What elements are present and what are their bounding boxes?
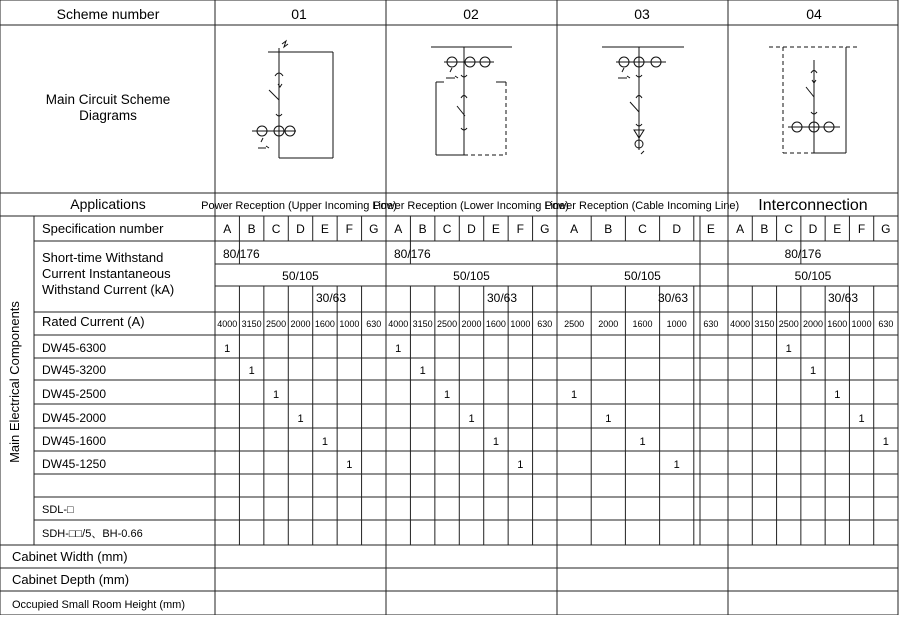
rated-current-value: 1600 — [632, 319, 653, 329]
withstand-50-105: 50/105 — [624, 269, 661, 283]
circuit-diagram-03 — [602, 47, 684, 154]
withstand-30-63: 30/63 — [827, 291, 859, 305]
rated-current-value: 2500 — [266, 319, 287, 329]
spec-letter: A — [736, 222, 745, 236]
rated-current-value: 4000 — [388, 319, 409, 329]
spec-letter: D — [467, 222, 476, 236]
spec-letter: E — [320, 222, 329, 236]
scheme-number-label: Scheme number — [56, 6, 160, 22]
component-label: DW45-2500 — [42, 387, 107, 401]
spec-letter: B — [418, 222, 427, 236]
sdh-label: SDH-□□/5、BH-0.66 — [42, 528, 143, 540]
applications-label: Applications — [70, 196, 146, 212]
spec-letter: B — [247, 222, 256, 236]
circuit-diagram-04 — [769, 47, 859, 153]
spec-letter: C — [442, 222, 452, 236]
spec-letter: C — [784, 222, 794, 236]
spec-letter: G — [881, 222, 891, 236]
rated-current-value: 630 — [537, 319, 553, 329]
rated-current-value: 1600 — [485, 319, 506, 329]
component-qty: 1 — [419, 365, 426, 377]
rated-current-value: 2000 — [290, 319, 311, 329]
withstand-50-105: 50/105 — [794, 269, 832, 283]
cabinet-depth-label: Cabinet Depth (mm) — [12, 572, 130, 587]
circuit-diagram-01 — [252, 41, 333, 158]
spec-letter: D — [672, 222, 682, 236]
spec-letter: F — [345, 222, 354, 236]
rated-current-value: 1600 — [827, 319, 848, 329]
component-label: DW45-1600 — [42, 434, 107, 448]
withstand-50-105: 50/105 — [453, 269, 490, 283]
withstand-label: Short-time Withstand Current Instantaneous Withstand Current (kA) — [42, 250, 175, 297]
rated-current-value: 4000 — [217, 319, 238, 329]
application-04: Interconnection — [758, 197, 868, 214]
component-qty: 1 — [605, 413, 612, 425]
rated-current-value: 4000 — [730, 319, 751, 329]
rated-current-value: 630 — [878, 319, 894, 329]
spec-letter: D — [808, 222, 818, 236]
rated-current-label: Rated Current (A) — [42, 314, 145, 329]
component-qty: 1 — [395, 343, 402, 355]
withstand-80-176: 80/176 — [223, 247, 260, 261]
application-01: Power Reception (Upper Incoming Line) — [201, 200, 397, 212]
spec-letter: A — [223, 222, 232, 236]
scheme-04: 04 — [806, 6, 822, 22]
rated-current-value: 1600 — [314, 319, 335, 329]
spec-letter: E — [833, 222, 842, 236]
withstand-30-63: 30/63 — [486, 291, 518, 305]
component-qty: 1 — [834, 389, 841, 401]
sdl-label: SDL-□ — [42, 504, 74, 516]
component-qty: 1 — [248, 365, 255, 377]
component-qty: 1 — [224, 343, 231, 355]
spec-letter: A — [570, 222, 579, 236]
component-label: DW45-2000 — [42, 411, 107, 425]
spec-letter: F — [516, 222, 525, 236]
scheme-02: 02 — [463, 6, 479, 22]
component-qty: 1 — [444, 389, 451, 401]
component-qty: 1 — [858, 413, 865, 425]
component-qty: 1 — [492, 436, 499, 448]
component-qty: 1 — [571, 389, 578, 401]
rated-current-value: 630 — [703, 319, 719, 329]
component-qty: 1 — [346, 459, 353, 471]
withstand-30-63: 30/63 — [315, 291, 347, 305]
rated-current-value: 1000 — [339, 319, 360, 329]
spec-letter: B — [604, 222, 613, 236]
spec-letter: C — [638, 222, 647, 236]
rated-current-value: 2500 — [778, 319, 799, 329]
component-qty: 1 — [297, 413, 304, 425]
spec-letter: D — [296, 222, 305, 236]
scheme-01: 01 — [291, 6, 307, 22]
component-qty: 1 — [785, 343, 792, 355]
spec-letter: B — [760, 222, 769, 236]
rated-current-value: 2000 — [598, 319, 619, 329]
component-qty: 1 — [882, 436, 889, 448]
withstand-30-63: 30/63 — [657, 291, 689, 305]
component-qty: 1 — [468, 413, 475, 425]
rated-current-value: 2500 — [437, 319, 458, 329]
rated-current-value: 2500 — [564, 319, 585, 329]
rated-current-value: 1000 — [510, 319, 531, 329]
component-qty: 1 — [673, 459, 680, 471]
withstand-80-176: 80/176 — [784, 247, 822, 261]
component-label: DW45-6300 — [42, 341, 107, 355]
rated-current-value: 3150 — [754, 319, 775, 329]
rated-current-value: 630 — [366, 319, 382, 329]
diagrams-label: Main Circuit Scheme Diagrams — [45, 92, 171, 123]
withstand-50-105: 50/105 — [282, 269, 319, 283]
spec-number-label: Specification number — [42, 221, 164, 236]
component-label: DW45-3200 — [42, 363, 107, 377]
rated-current-value: 1000 — [666, 319, 687, 329]
rated-current-value: 2000 — [802, 319, 824, 329]
scheme-03: 03 — [634, 6, 650, 22]
spec-letter: C — [271, 222, 281, 236]
rated-current-value: 1000 — [851, 319, 872, 329]
component-qty: 1 — [517, 459, 524, 471]
main-components-label: Main Electrical Components — [7, 301, 22, 463]
spec-letter: E — [706, 222, 715, 236]
component-qty: 1 — [321, 436, 328, 448]
rated-current-value: 3150 — [241, 319, 262, 329]
rated-current-value: 3150 — [412, 319, 433, 329]
component-qty: 1 — [809, 365, 817, 377]
application-02: Power Reception (Lower Incoming Line) — [373, 200, 569, 212]
application-03: Power Reception (Cable Incoming Line) — [544, 200, 740, 212]
spec-letter: A — [394, 222, 403, 236]
spec-letter: F — [857, 222, 866, 236]
spec-letter: G — [369, 222, 379, 236]
component-qty: 1 — [639, 436, 646, 448]
withstand-80-176: 80/176 — [394, 247, 431, 261]
room-height-label: Occupied Small Room Height (mm) — [12, 599, 185, 611]
cabinet-width-label: Cabinet Width (mm) — [12, 549, 128, 564]
circuit-diagram-02 — [431, 47, 512, 155]
component-qty: 1 — [273, 389, 280, 401]
spec-letter: G — [540, 222, 550, 236]
component-label: DW45-1250 — [42, 457, 107, 471]
rated-current-value: 2000 — [461, 319, 482, 329]
spec-letter: E — [491, 222, 500, 236]
